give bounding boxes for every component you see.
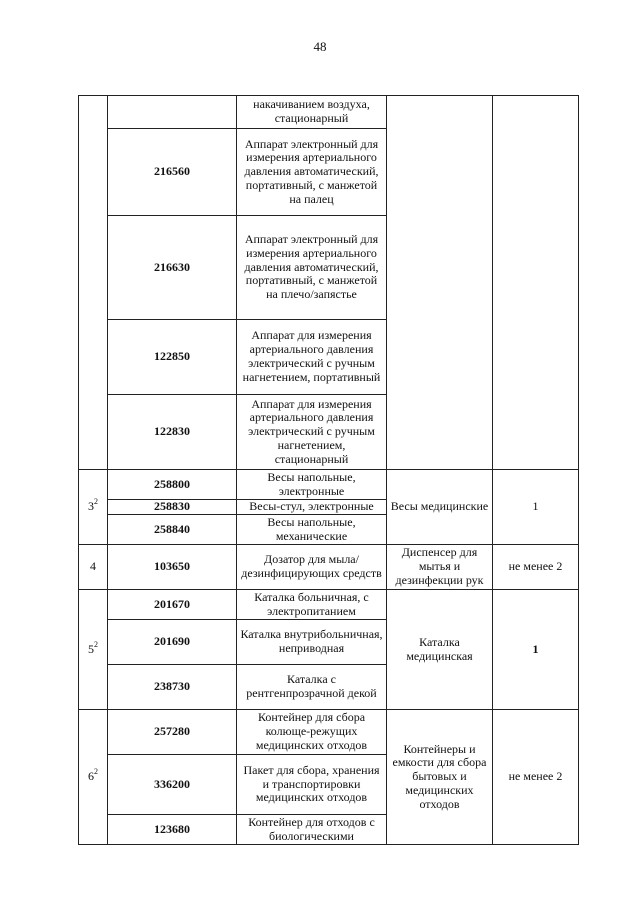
name-cell: Весы напольные, механические — [237, 515, 387, 545]
page-number: 48 — [313, 39, 327, 54]
code-cell: 258840 — [108, 515, 237, 545]
code-cell: 103650 — [108, 545, 237, 590]
table-row — [79, 96, 579, 129]
name-cell: Контейнер для отходов с биологическими — [237, 815, 387, 845]
name-cell: Дозатор для мыла/ дезинфицирующих средств — [237, 545, 387, 590]
qty-cell: не менее 2 — [493, 545, 579, 590]
name-cell: Весы напольные, электронные — [237, 470, 387, 500]
code-cell: 336200 — [108, 755, 237, 815]
name-cell: Пакет для сбора, хранения и транспортировки медицинских отходов — [237, 755, 387, 815]
code-cell: 201670 — [108, 590, 237, 620]
code-cell: 201690 — [108, 620, 237, 665]
name-cell: Весы-стул, электронные — [237, 500, 387, 515]
qty-cell — [493, 96, 579, 470]
name-cell: Аппарат электронный для измерения артериального давления автоматический, портативный, с манжетой на палец — [237, 129, 387, 216]
code-cell — [108, 96, 237, 129]
table-row — [79, 590, 579, 620]
name-cell: Контейнер для сбора колюще-режущих медицинских отходов — [237, 710, 387, 755]
row-number-cell: $5^2$ — [79, 590, 108, 710]
group-cell: Весы медицинские — [387, 470, 493, 545]
code-cell: 258830 — [108, 500, 237, 515]
qty-cell: 1 — [493, 470, 579, 545]
row-number-cell: $3^2$ — [79, 470, 108, 545]
name-cell: Каталка с рентгенпрозрачной декой — [237, 665, 387, 710]
name-cell: Аппарат для измерения артериального давления электрический с ручным нагнетением, портативный — [237, 320, 387, 395]
row-number-cell: 4 — [79, 545, 108, 590]
group-cell — [387, 96, 493, 470]
name-cell: Каталка внутрибольничная, неприводная — [237, 620, 387, 665]
qty-cell: 1 — [493, 590, 579, 710]
code-cell: 258800 — [108, 470, 237, 500]
code-cell: 122830 — [108, 395, 237, 470]
group-cell: Контейнеры и емкости для сбора бытовых и медицинских отходов — [387, 710, 493, 845]
name-cell: Аппарат электронный для измерения артериального давления автоматический, портативный, с манжетой на плечо/запястье — [237, 216, 387, 320]
table-row — [79, 470, 579, 500]
equipment-table — [78, 95, 579, 845]
code-cell: 257280 — [108, 710, 237, 755]
code-cell: 123680 — [108, 815, 237, 845]
name-cell: Аппарат для измерения артериального давления электрический с ручным нагнетением, стационарный — [237, 395, 387, 470]
code-cell: 216560 — [108, 129, 237, 216]
table-row — [79, 710, 579, 755]
group-cell: Диспенсер для мытья и дезинфекции рук — [387, 545, 493, 590]
row-number-cell — [79, 96, 108, 470]
code-cell: 122850 — [108, 320, 237, 395]
name-cell: Каталка больничная, с электропитанием — [237, 590, 387, 620]
row-number-cell: $6^2$ — [79, 710, 108, 845]
group-cell: Каталка медицинская — [387, 590, 493, 710]
qty-cell: не менее 2 — [493, 710, 579, 845]
code-cell: 216630 — [108, 216, 237, 320]
code-cell: 238730 — [108, 665, 237, 710]
table-row — [79, 545, 579, 590]
name-cell: накачиванием воздуха, стационарный — [237, 96, 387, 129]
